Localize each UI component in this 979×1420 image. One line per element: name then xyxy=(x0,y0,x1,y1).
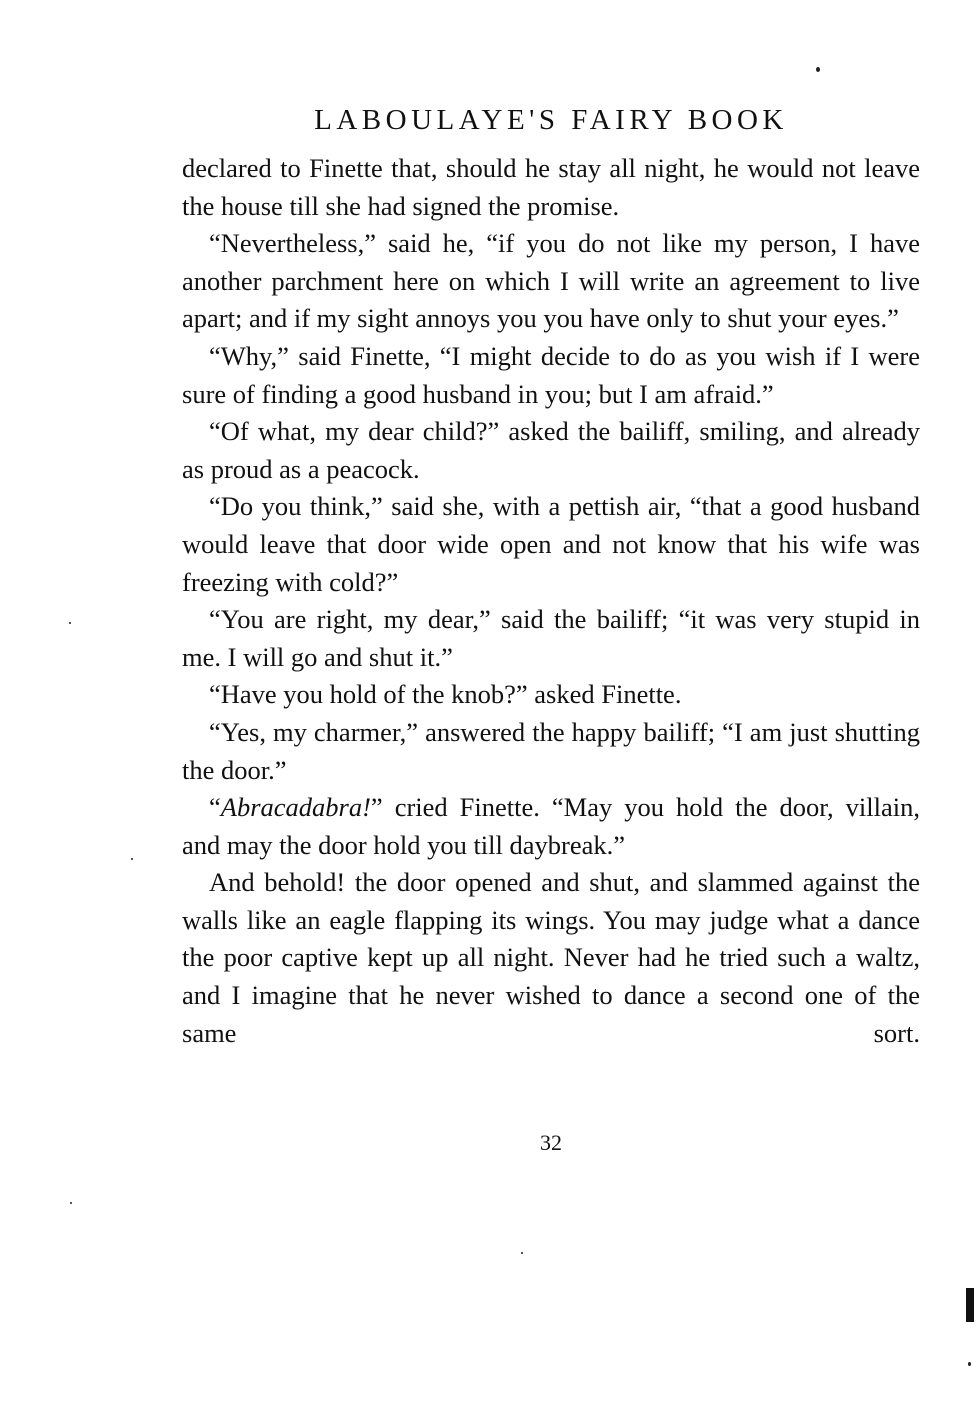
running-head-title: LABOULAYE'S FAIRY BOOK xyxy=(314,104,788,136)
paragraph xyxy=(182,601,920,676)
text-run: And behold! the door opened and shut, and slammed against the walls like an eagle flapping its wings. You may judge what a dance the poor captive kept up all night. Never had he tried such a waltz, and I imagine that he never wished to dance a second one of the same sort. xyxy=(182,867,920,1048)
paragraph xyxy=(182,714,920,789)
paragraph xyxy=(182,150,920,225)
paragraph xyxy=(182,413,920,488)
text-run: “Why,” said Finette, “I might decide to do as you wish if I were sure of finding a good husband in you; but I am afraid.” xyxy=(182,340,920,409)
paragraph xyxy=(182,338,920,413)
text-run: “Have you hold of the knob?” asked Finette. xyxy=(209,679,682,710)
text-run: “ xyxy=(209,792,221,823)
text-run: “You are right, my dear,” said the bailiff; “it was very stupid in me. I will go and shut it.” xyxy=(182,604,920,672)
text-run: “Of what, my dear child?” asked the bailiff, smiling, and already as proud as a peacock. xyxy=(182,416,920,484)
italic-text-run: Abracadabra! xyxy=(220,792,371,823)
body-text xyxy=(182,150,920,1052)
scan-speck xyxy=(521,1252,523,1254)
scan-speck xyxy=(131,858,133,860)
text-run: declared to Finette that, should he stay all night, he would not leave the house till she had signed the promise. xyxy=(182,153,920,221)
paragraph xyxy=(182,864,920,1052)
scan-speck xyxy=(968,1362,971,1366)
scan-speck xyxy=(70,1202,72,1204)
paragraph xyxy=(182,225,920,338)
paragraph xyxy=(182,676,920,714)
text-run: ” cried Finette. “May you hold the door, villain, and may the door hold you till daybreak.” xyxy=(182,792,920,860)
text-run: “Do you think,” said she, with a pettish air, “that a good husband would leave that door wide open and not know that his wife was freezing with cold?” xyxy=(182,491,920,597)
scan-speck xyxy=(69,622,71,624)
scan-edge-mark xyxy=(966,1288,974,1322)
paragraph xyxy=(182,789,920,864)
page-number: 32 xyxy=(540,1130,562,1155)
paragraph xyxy=(182,488,920,601)
text-run: “Yes, my charmer,” answered the happy bailiff; “I am just shutting the door.” xyxy=(182,716,920,785)
scan-speck xyxy=(816,67,820,72)
text-run: “Nevertheless,” said he, “if you do not like my person, I have another parchment here on which I will write an agreement to live apart; and if my sight annoys you you have only to shut your eyes.” xyxy=(182,228,920,334)
